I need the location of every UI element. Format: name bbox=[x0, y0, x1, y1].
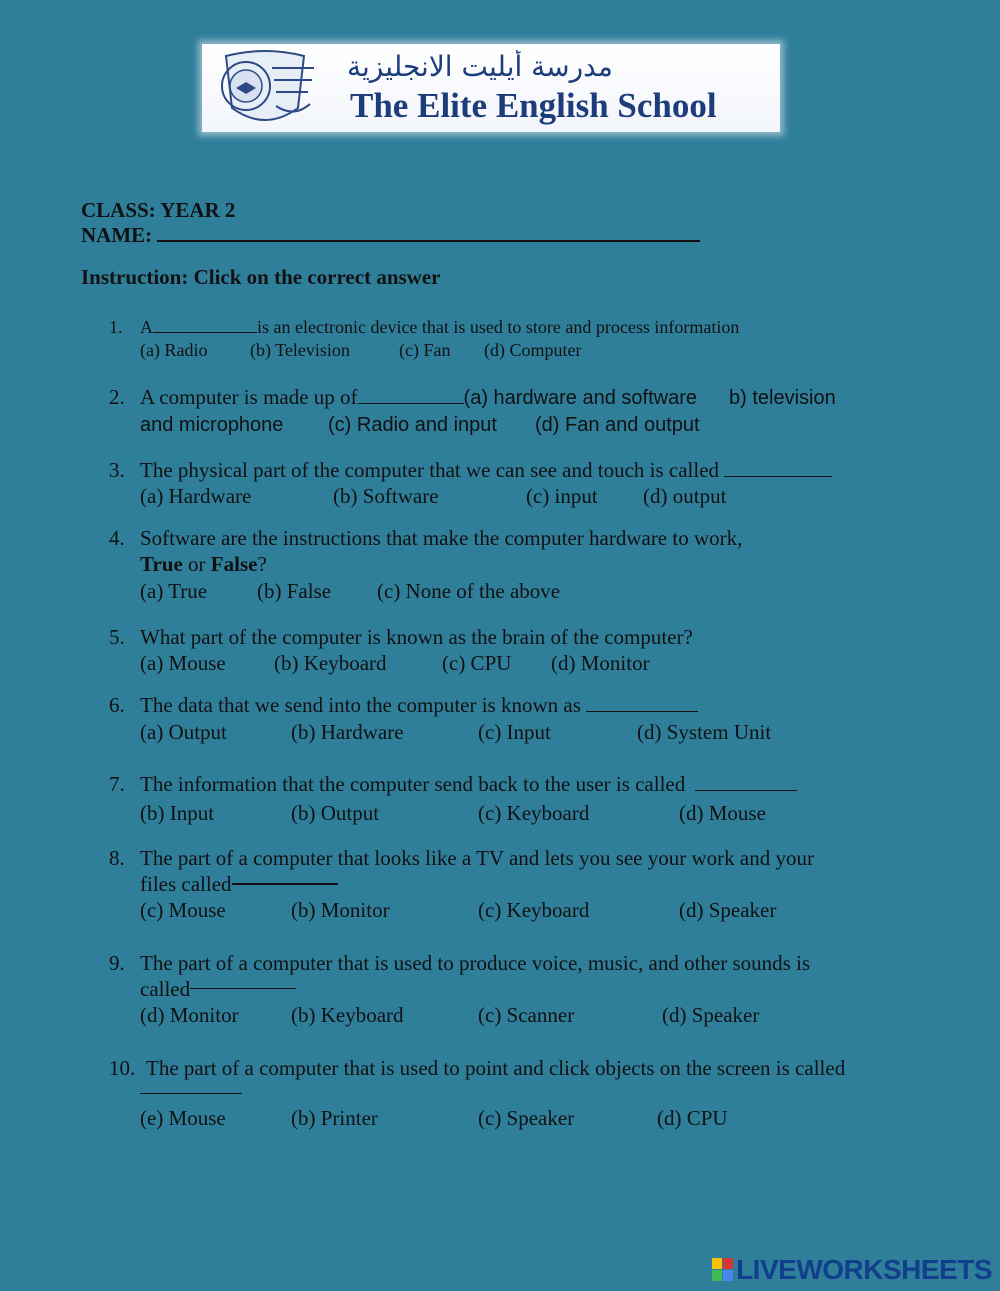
option-c[interactable]: (c) Speaker bbox=[478, 1106, 575, 1130]
question-text: A computer is made up of (a) hardware and software b) television bbox=[140, 385, 836, 409]
option-d[interactable]: (d) CPU bbox=[657, 1106, 728, 1130]
liveworksheets-mark-icon bbox=[712, 1258, 734, 1282]
option-b[interactable]: (b) False bbox=[257, 579, 332, 603]
option-b[interactable]: (b) Monitor bbox=[291, 898, 390, 922]
answer-blank bbox=[695, 778, 797, 791]
option-d[interactable]: (d) System Unit bbox=[637, 720, 772, 744]
question-number: 6. bbox=[109, 693, 125, 717]
question-number: 10. bbox=[109, 1056, 136, 1080]
option-c[interactable]: (c) Radio and input bbox=[328, 414, 497, 436]
question-number: 8. bbox=[109, 846, 125, 870]
option-c[interactable]: (c) input bbox=[526, 484, 598, 508]
option-b[interactable]: (b) Printer bbox=[291, 1106, 378, 1130]
question-text: The physical part of the computer that we can see and touch is called bbox=[140, 457, 910, 483]
school-name-arabic: مدرسة أيليت الانجليزية bbox=[347, 50, 613, 83]
option-c[interactable]: (c) CPU bbox=[442, 651, 512, 675]
option-b[interactable]: (b) Software bbox=[333, 484, 439, 508]
option-b[interactable]: (b) Output bbox=[291, 801, 380, 825]
question-text: The part of a computer that is used to point and click objects on the screen is called bbox=[146, 1056, 846, 1080]
option-a[interactable]: (a) True bbox=[140, 579, 208, 603]
class-label: CLASS: YEAR 2 bbox=[81, 198, 236, 222]
option-d[interactable]: (d) Speaker bbox=[662, 1003, 760, 1027]
name-label: NAME: bbox=[81, 223, 153, 247]
option-c[interactable]: (c) Keyboard bbox=[478, 801, 590, 825]
option-a[interactable]: (e) Mouse bbox=[140, 1106, 226, 1130]
answer-blank bbox=[140, 1081, 242, 1094]
answer-blank bbox=[358, 391, 464, 404]
question-number: 2. bbox=[109, 385, 125, 409]
question-number: 4. bbox=[109, 526, 125, 550]
school-banner bbox=[202, 44, 780, 132]
option-d[interactable]: (d) output bbox=[643, 484, 727, 508]
answer-blank bbox=[153, 320, 257, 333]
option-d[interactable]: (d) Fan and output bbox=[535, 414, 700, 436]
option-a[interactable]: (a) Radio bbox=[140, 340, 208, 360]
option-a[interactable]: (a) Mouse bbox=[140, 651, 226, 675]
school-name-english: The Elite English School bbox=[350, 86, 717, 125]
option-d[interactable]: (d) Monitor bbox=[551, 651, 650, 675]
school-crest-icon bbox=[206, 48, 324, 128]
question-number: 7. bbox=[109, 772, 125, 796]
answer-blank bbox=[232, 871, 338, 885]
option-a[interactable]: (a) Hardware bbox=[140, 484, 252, 508]
answer-blank bbox=[190, 976, 296, 989]
option-b-continued[interactable]: and microphone bbox=[140, 414, 284, 436]
question-text: A is an electronic device that is used to store and process information bbox=[140, 317, 740, 337]
name-answer-line[interactable] bbox=[157, 226, 700, 242]
question-number: 1. bbox=[109, 317, 123, 337]
answer-blank bbox=[586, 699, 698, 712]
question-number: 5. bbox=[109, 625, 125, 649]
option-a[interactable]: (a) Output bbox=[140, 720, 227, 744]
question-number: 3. bbox=[109, 458, 125, 482]
question-number: 9. bbox=[109, 951, 125, 975]
option-b[interactable]: (b) Keyboard bbox=[291, 1003, 404, 1027]
instruction: Instruction: Click on the correct answer bbox=[81, 265, 441, 289]
option-d[interactable]: (d) Speaker bbox=[679, 898, 777, 922]
option-c[interactable]: (c) Keyboard bbox=[478, 898, 590, 922]
option-d[interactable]: (d) Computer bbox=[484, 340, 582, 360]
name-row bbox=[81, 223, 700, 248]
answer-blank bbox=[724, 464, 832, 477]
question-text: What part of the computer is known as the brain of the computer? bbox=[140, 625, 693, 649]
option-a[interactable]: (b) Input bbox=[140, 801, 215, 825]
option-b[interactable]: b) television bbox=[729, 387, 836, 409]
option-d[interactable]: (d) Mouse bbox=[679, 801, 766, 825]
question-text: The part of a computer that is used to produce voice, music, and other sounds is bbox=[140, 951, 811, 975]
option-b[interactable]: (b) Hardware bbox=[291, 720, 404, 744]
option-b[interactable]: (b) Television bbox=[250, 340, 350, 360]
option-a[interactable]: (d) Monitor bbox=[140, 1003, 239, 1027]
liveworksheets-wordmark: LIVEWORKSHEETS bbox=[736, 1254, 992, 1285]
option-a[interactable]: (a) hardware and software bbox=[463, 387, 697, 409]
question-text: The part of a computer that looks like a TV and lets you see your work and your bbox=[140, 846, 814, 870]
liveworksheets-logo bbox=[712, 1254, 992, 1286]
question-text: Software are the instructions that make the computer hardware to work, bbox=[140, 526, 743, 550]
option-c[interactable]: (c) Scanner bbox=[478, 1003, 575, 1027]
option-c[interactable]: (c) None of the above bbox=[377, 579, 561, 603]
option-c[interactable]: (c) Input bbox=[478, 720, 551, 744]
option-c[interactable]: (c) Fan bbox=[399, 340, 451, 360]
question-text: The information that the computer send back to the user is called bbox=[140, 771, 910, 797]
option-a[interactable]: (c) Mouse bbox=[140, 898, 226, 922]
question-text: The data that we send into the computer is known as bbox=[140, 692, 910, 718]
option-b[interactable]: (b) Keyboard bbox=[274, 651, 387, 675]
